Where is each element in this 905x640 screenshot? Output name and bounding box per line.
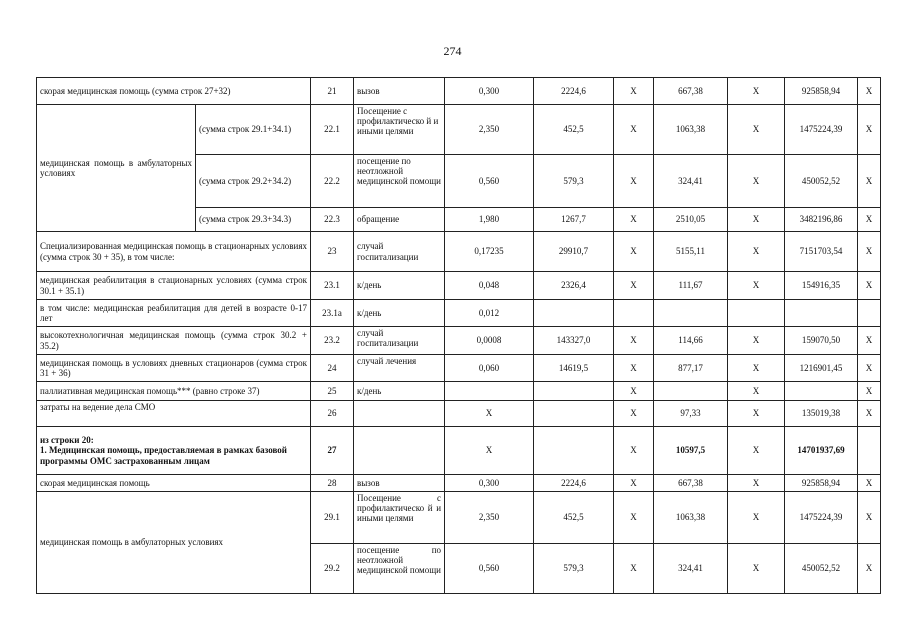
row-label: скорая медицинская помощь (сумма строк 27+32) [37, 78, 311, 105]
table-row [37, 427, 881, 475]
cell-x: X [728, 327, 785, 355]
cell-value: 143327,0 [534, 327, 614, 355]
cell-x: X [728, 401, 785, 427]
cell-value: 2,350 [445, 492, 534, 544]
cell-value: 1063,38 [654, 492, 728, 544]
cell-x: X [858, 475, 881, 492]
cell-value: 0,560 [445, 155, 534, 208]
row-label: медицинская помощь в амбулаторных условиях [37, 105, 196, 232]
row-number: 22.2 [311, 155, 354, 208]
cell-x: X [728, 544, 785, 594]
row-sublabel: (сумма строк 29.1+34.1) [196, 105, 311, 155]
cell-x: X [728, 105, 785, 155]
row-unit: Посещение с профилактическо й и иными целями [354, 105, 445, 155]
row-unit: посещение по неотложной медицинской помощи [354, 155, 445, 208]
cell-x: X [728, 155, 785, 208]
row-label [37, 427, 311, 475]
cell-value: 925858,94 [785, 78, 858, 105]
cell-x: X [858, 272, 881, 300]
cell-value: 2510,05 [654, 208, 728, 232]
row-label: затраты на ведение дела СМО [37, 401, 311, 427]
cell-value [785, 382, 858, 401]
cell-x: X [728, 492, 785, 544]
cell-x: X [728, 208, 785, 232]
cell-value: 1267,7 [534, 208, 614, 232]
cell-x: X [614, 427, 654, 475]
row-unit: посещение по неотложной медицинской помощи [354, 544, 445, 594]
cell-value: 579,3 [534, 155, 614, 208]
cell-value: 0,060 [445, 355, 534, 382]
cell-value [785, 300, 858, 327]
cell-value: 2224,6 [534, 78, 614, 105]
cell-value: 97,33 [654, 401, 728, 427]
row-label: медицинская реабилитация в стационарных условиях (сумма строк 30.1 + 35.1) [37, 272, 311, 300]
cell-value [534, 401, 614, 427]
table-row [37, 78, 881, 105]
cell-value [445, 382, 534, 401]
cell-x: X [858, 492, 881, 544]
row-label-line: из строки 20: [40, 435, 94, 446]
cell-value: 10597,5 [654, 427, 728, 475]
row-number: 21 [311, 78, 354, 105]
cell-value: 925858,94 [785, 475, 858, 492]
cell-value: 877,17 [654, 355, 728, 382]
cell-x: X [614, 155, 654, 208]
row-number: 25 [311, 382, 354, 401]
cell-value: 1216901,45 [785, 355, 858, 382]
row-number: 23 [311, 232, 354, 272]
cell-value: 0,0008 [445, 327, 534, 355]
cell-value: 1,980 [445, 208, 534, 232]
row-unit: случай госпитализации [354, 232, 445, 272]
row-unit: обращение [354, 208, 445, 232]
cell-value: 452,5 [534, 492, 614, 544]
row-unit: к/день [354, 382, 445, 401]
cell-value: 135019,38 [785, 401, 858, 427]
row-label: в том числе: медицинская реабилитация для детей в возрасте 0-17 лет [37, 300, 311, 327]
cell-x [614, 300, 654, 327]
cell-value: 324,41 [654, 155, 728, 208]
row-label: Специализированная медицинская помощь в стационарных условиях (сумма строк 30 + 35), в том числе: [37, 232, 311, 272]
cell-x: X [614, 475, 654, 492]
table-row [37, 105, 881, 155]
row-unit: вызов [354, 78, 445, 105]
cell-value: 0,300 [445, 78, 534, 105]
row-number: 28 [311, 475, 354, 492]
row-unit: случай госпитализации [354, 327, 445, 355]
cell-value: 0,560 [445, 544, 534, 594]
cell-value: 111,67 [654, 272, 728, 300]
cell-value: 0,012 [445, 300, 534, 327]
cell-x: X [858, 78, 881, 105]
table-row [37, 232, 881, 272]
cell-value: 14701937,69 [785, 427, 858, 475]
table-row [37, 355, 881, 382]
cell-value: 159070,50 [785, 327, 858, 355]
table-row [37, 300, 881, 327]
cell-value: 2326,4 [534, 272, 614, 300]
cell-value: 2,350 [445, 105, 534, 155]
cell-value: 114,66 [654, 327, 728, 355]
cell-x [858, 300, 881, 327]
row-unit [354, 401, 445, 427]
row-unit: к/день [354, 300, 445, 327]
cell-x: X [858, 544, 881, 594]
cell-value: 450052,52 [785, 544, 858, 594]
row-unit [354, 427, 445, 475]
cell-x: X [614, 382, 654, 401]
cell-value: X [445, 401, 534, 427]
row-number: 23.2 [311, 327, 354, 355]
cell-value: 0,048 [445, 272, 534, 300]
row-number: 23.1 [311, 272, 354, 300]
table-row [37, 492, 881, 544]
row-unit: случай лечения [354, 355, 445, 382]
cell-value [534, 382, 614, 401]
cell-x: X [858, 208, 881, 232]
cell-value: 450052,52 [785, 155, 858, 208]
cell-x: X [614, 327, 654, 355]
row-number: 29.2 [311, 544, 354, 594]
cell-x: X [614, 355, 654, 382]
cell-x: X [858, 327, 881, 355]
cell-x: X [614, 401, 654, 427]
row-number: 22.3 [311, 208, 354, 232]
cell-x: X [614, 208, 654, 232]
row-label: скорая медицинская помощь [37, 475, 311, 492]
cell-x: X [614, 232, 654, 272]
row-label: высокотехнологичная медицинская помощь (сумма строк 30.2 + 35.2) [37, 327, 311, 355]
row-sublabel: (сумма строк 29.2+34.2) [196, 155, 311, 208]
cell-x: X [728, 427, 785, 475]
cell-value: 1475224,39 [785, 105, 858, 155]
row-label: паллиативная медицинская помощь*** (равно строке 37) [37, 382, 311, 401]
row-number: 22.1 [311, 105, 354, 155]
cell-value: 579,3 [534, 544, 614, 594]
cell-value: 5155,11 [654, 232, 728, 272]
row-label: медицинская помощь в условиях дневных стационаров (сумма строк 31 + 36) [37, 355, 311, 382]
cell-x: X [858, 401, 881, 427]
cell-x: X [614, 272, 654, 300]
page-number: 274 [443, 44, 462, 58]
cell-x: X [614, 492, 654, 544]
cell-x: X [728, 475, 785, 492]
row-unit: Посещение с профилактическо й и иными целями [354, 492, 445, 544]
cell-value: 667,38 [654, 78, 728, 105]
row-number: 29.1 [311, 492, 354, 544]
cell-value: 0,300 [445, 475, 534, 492]
cell-value [534, 427, 614, 475]
cell-x: X [728, 78, 785, 105]
cell-value: 154916,35 [785, 272, 858, 300]
cell-x: X [858, 232, 881, 272]
cell-value: 2224,6 [534, 475, 614, 492]
cell-value: 7151703,54 [785, 232, 858, 272]
cell-x: X [728, 272, 785, 300]
cell-x: X [858, 382, 881, 401]
cell-x [858, 427, 881, 475]
cell-x: X [614, 105, 654, 155]
cell-value [534, 300, 614, 327]
cell-value: 667,38 [654, 475, 728, 492]
row-sublabel: (сумма строк 29.3+34.3) [196, 208, 311, 232]
cell-value: X [445, 427, 534, 475]
cell-x: X [728, 382, 785, 401]
cell-value: 452,5 [534, 105, 614, 155]
row-number: 23.1а [311, 300, 354, 327]
cell-x: X [614, 78, 654, 105]
row-number: 24 [311, 355, 354, 382]
cell-value [654, 382, 728, 401]
cell-x: X [858, 155, 881, 208]
cell-value: 1063,38 [654, 105, 728, 155]
cell-value: 3482196,86 [785, 208, 858, 232]
table-row [37, 475, 881, 492]
row-label: медицинская помощь в амбулаторных условиях [37, 492, 311, 594]
cell-value [654, 300, 728, 327]
cell-value: 29910,7 [534, 232, 614, 272]
row-unit: к/день [354, 272, 445, 300]
table-row [37, 401, 881, 427]
table-row [37, 327, 881, 355]
cell-x: X [614, 544, 654, 594]
financing-table [36, 77, 881, 594]
cell-x: X [858, 105, 881, 155]
cell-x [728, 300, 785, 327]
cell-x: X [728, 355, 785, 382]
cell-value: 0,17235 [445, 232, 534, 272]
row-label-line: 1. Медицинская помощь, предоставляемая в рамках базовой программы ОМС застрахованным лицам [40, 445, 287, 466]
cell-value: 1475224,39 [785, 492, 858, 544]
cell-value: 324,41 [654, 544, 728, 594]
row-unit: вызов [354, 475, 445, 492]
row-number: 27 [311, 427, 354, 475]
cell-value: 14619,5 [534, 355, 614, 382]
cell-x: X [728, 232, 785, 272]
table-row [37, 382, 881, 401]
row-number: 26 [311, 401, 354, 427]
table-row [37, 272, 881, 300]
cell-x: X [858, 355, 881, 382]
